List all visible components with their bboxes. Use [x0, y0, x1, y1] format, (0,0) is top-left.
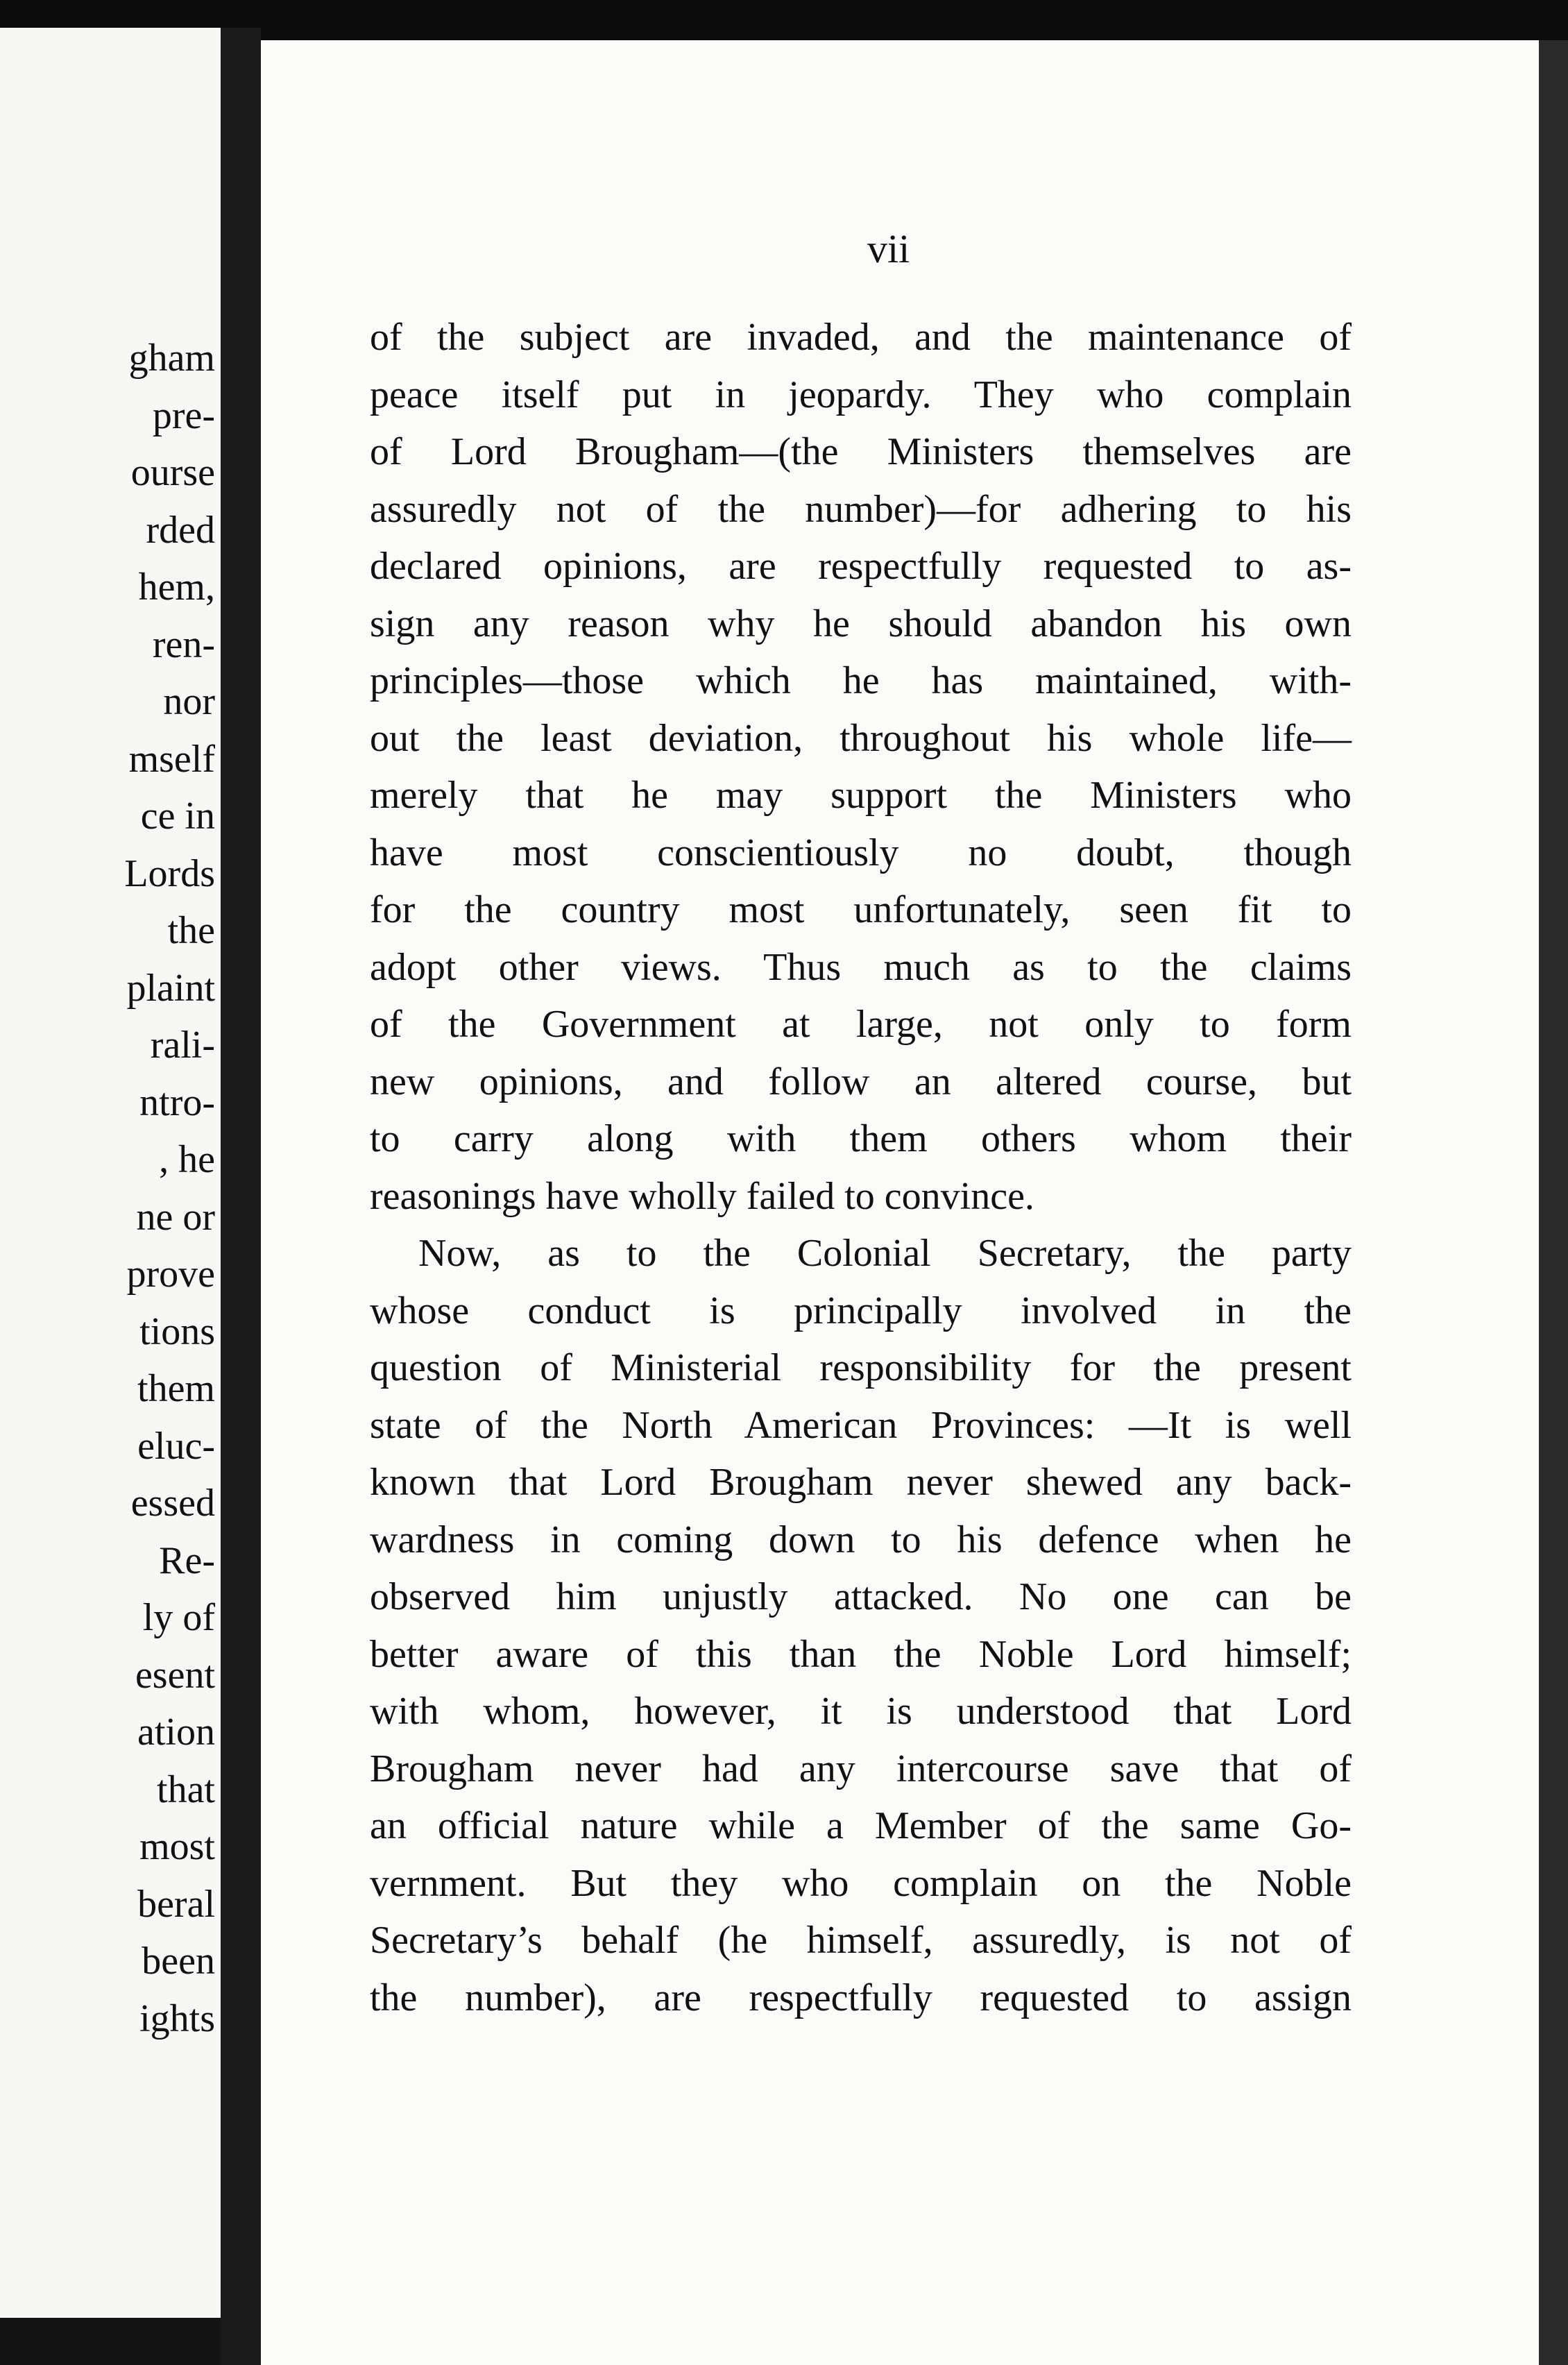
left-fragment: hem,	[138, 566, 215, 609]
page-body-text	[370, 309, 1352, 2026]
left-fragment: mself	[128, 737, 215, 781]
left-fragment: gham	[128, 337, 215, 380]
text-line: have most conscientiously no doubt, though	[370, 831, 1352, 874]
left-fragment: ce in	[140, 795, 215, 838]
left-fragment: prove	[126, 1253, 215, 1296]
left-fragment: rali-	[150, 1024, 215, 1067]
text-line: state of the North American Provinces: —It is well	[370, 1403, 1352, 1447]
book-gutter	[221, 28, 261, 2365]
text-line: peace itself put in jeopardy. They who complain	[370, 373, 1352, 416]
left-fragment: plaint	[126, 966, 215, 1010]
page-number: vii	[867, 226, 910, 271]
left-fragment: Re-	[159, 1538, 215, 1582]
text-line: Brougham never had any intercourse save that of	[370, 1747, 1352, 1790]
text-line: vernment. But they who complain on the Noble	[370, 1861, 1352, 1905]
text-line: the number), are respectfully requested to assign	[370, 1976, 1352, 2019]
left-fragment: pre-	[152, 393, 215, 437]
text-line: reasonings have wholly failed to convince.	[370, 1174, 1034, 1218]
text-line: Secretary’s behalf (he himself, assuredly, is not of	[370, 1919, 1352, 1962]
left-page	[0, 28, 221, 2318]
text-line: declared opinions, are respectfully requested to as-	[370, 545, 1352, 588]
text-line: for the country most unfortunately, seen fit to	[370, 888, 1352, 931]
left-fragment: eluc-	[137, 1424, 215, 1468]
text-line: of Lord Brougham—(the Ministers themselves are	[370, 430, 1352, 473]
left-fragment: ourse	[130, 451, 215, 494]
text-line: assuredly not of the number)—for adhering to his	[370, 487, 1352, 531]
left-fragment: Lords	[124, 851, 215, 895]
text-line: question of Ministerial responsibility for the present	[370, 1346, 1352, 1389]
left-fragment: rded	[146, 508, 215, 552]
text-line: sign any reason why he should abandon his own	[370, 602, 1352, 645]
text-line: better aware of this than the Noble Lord himself;	[370, 1632, 1352, 1676]
left-page-text-fragments	[124, 330, 215, 2047]
text-line: of the subject are invaded, and the maintenance of	[370, 316, 1352, 359]
left-fragment: nor	[163, 680, 215, 723]
left-fragment: tions	[139, 1309, 215, 1353]
left-fragment: ation	[137, 1711, 215, 1754]
text-line: an official nature while a Member of the same Go-	[370, 1804, 1352, 1847]
left-fragment: them	[137, 1367, 215, 1410]
text-line: to carry along with them others whom their	[370, 1117, 1352, 1160]
left-fragment: esent	[135, 1653, 215, 1697]
left-fragment: most	[139, 1825, 215, 1868]
left-fragment: been	[142, 1940, 215, 1983]
text-line: Now, as to the Colonial Secretary, the party	[418, 1232, 1352, 1275]
text-line: wardness in coming down to his defence when he	[370, 1518, 1352, 1561]
text-line: merely that he may support the Ministers who	[370, 774, 1352, 817]
text-line: known that Lord Brougham never shewed any back-	[370, 1461, 1352, 1504]
text-line: principles—those which he has maintained, with-	[370, 659, 1352, 702]
text-line: of the Government at large, not only to form	[370, 1003, 1352, 1046]
text-line: out the least deviation, throughout his whole life—	[370, 716, 1352, 760]
left-fragment: ren-	[152, 622, 215, 666]
left-fragment: ne or	[136, 1195, 215, 1239]
text-line: new opinions, and follow an altered course, but	[370, 1060, 1352, 1103]
left-fragment: beral	[137, 1882, 215, 1926]
text-line: observed him unjustly attacked. No one can be	[370, 1575, 1352, 1618]
left-fragment: essed	[130, 1482, 215, 1525]
left-fragment: that	[157, 1768, 215, 1811]
page-edge	[1539, 40, 1568, 2365]
left-fragment: ntro-	[139, 1080, 215, 1124]
text-line: with whom, however, it is understood that Lord	[370, 1690, 1352, 1733]
left-fragment: the	[167, 909, 215, 952]
left-fragment: , he	[159, 1138, 215, 1181]
left-fragment: ights	[139, 1997, 215, 2040]
text-line: whose conduct is principally involved in the	[370, 1289, 1352, 1332]
left-fragment: ly of	[142, 1596, 215, 1639]
text-line: adopt other views. Thus much as to the claims	[370, 945, 1352, 989]
